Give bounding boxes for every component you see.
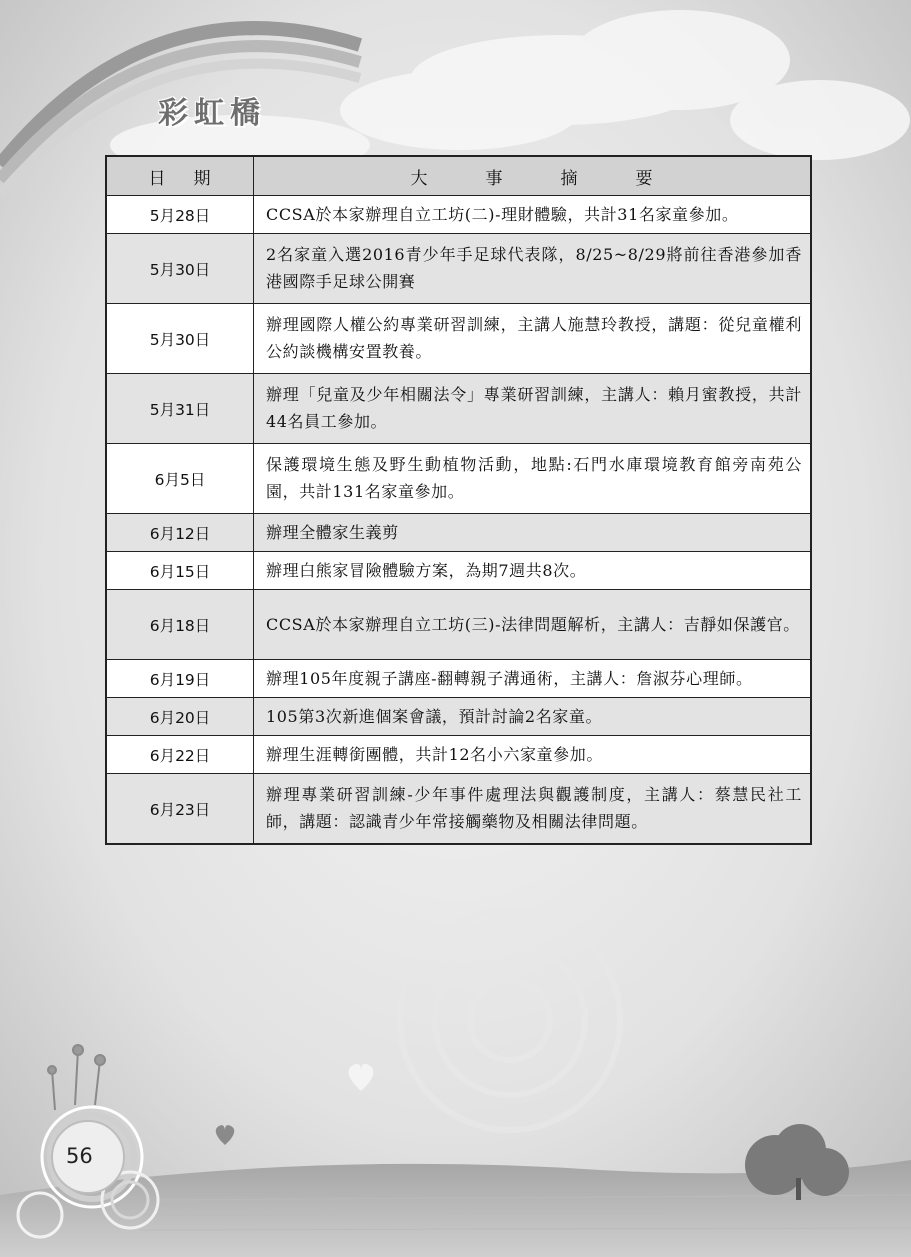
summary-cell: CCSA於本家辦理自立工坊(三)-法律問題解析，主講人：吉靜如保護官。 (254, 590, 812, 660)
table-row (106, 660, 811, 698)
summary-cell: 辦理105年度親子講座-翻轉親子溝通術，主講人：詹淑芬心理師。 (254, 660, 812, 698)
date-cell: 6月19日 (106, 660, 254, 698)
summary-cell: 辦理「兒童及少年相關法令」專業研習訓練，主講人：賴月蜜教授，共計44名員工參加。 (254, 374, 812, 444)
summary-cell: 105第3次新進個案會議，預計討論2名家童。 (254, 698, 812, 736)
table-row (106, 196, 811, 234)
summary-column-header: 大事摘要 (254, 156, 812, 196)
table-row (106, 234, 811, 304)
summary-cell: CCSA於本家辦理自立工坊(二)-理財體驗，共計31名家童參加。 (254, 196, 812, 234)
summary-cell: 辦理全體家生義剪 (254, 514, 812, 552)
summary-cell: 保護環境生態及野生動植物活動，地點:石門水庫環境教育館旁南苑公園，共計131名家童參加。 (254, 444, 812, 514)
summary-cell: 辦理生涯轉銜團體，共計12名小六家童參加。 (254, 736, 812, 774)
table-row (106, 304, 811, 374)
table-header-row (106, 156, 811, 196)
date-cell: 5月30日 (106, 234, 254, 304)
table-row (106, 774, 811, 845)
date-cell: 6月12日 (106, 514, 254, 552)
date-cell: 6月15日 (106, 552, 254, 590)
date-cell: 6月5日 (106, 444, 254, 514)
date-cell: 6月18日 (106, 590, 254, 660)
summary-cell: 辦理白熊家冒險體驗方案，為期7週共8次。 (254, 552, 812, 590)
events-table (105, 155, 812, 845)
date-cell: 5月28日 (106, 196, 254, 234)
table-row (106, 552, 811, 590)
summary-cell: 辦理專業研習訓練-少年事件處理法與觀護制度，主講人：蔡慧民社工師，講題：認識青少年常接觸藥物及相關法律問題。 (254, 774, 812, 845)
table-row (106, 514, 811, 552)
summary-cell: 辦理國際人權公約專業研習訓練，主講人施慧玲教授，講題：從兒童權利公約談機構安置教養。 (254, 304, 812, 374)
table-row (106, 374, 811, 444)
table-row (106, 698, 811, 736)
date-cell: 5月31日 (106, 374, 254, 444)
summary-cell: 2名家童入選2016青少年手足球代表隊，8/25~8/29將前往香港參加香港國際手足球公開賽 (254, 234, 812, 304)
table-row (106, 444, 811, 514)
date-cell: 6月22日 (106, 736, 254, 774)
table-row (106, 590, 811, 660)
table-row (106, 736, 811, 774)
date-cell: 5月30日 (106, 304, 254, 374)
date-cell: 6月20日 (106, 698, 254, 736)
section-title: 彩虹橋 (158, 96, 266, 131)
date-column-header: 日期 (106, 156, 254, 196)
date-cell: 6月23日 (106, 774, 254, 845)
page-number: 56 (66, 1144, 93, 1168)
